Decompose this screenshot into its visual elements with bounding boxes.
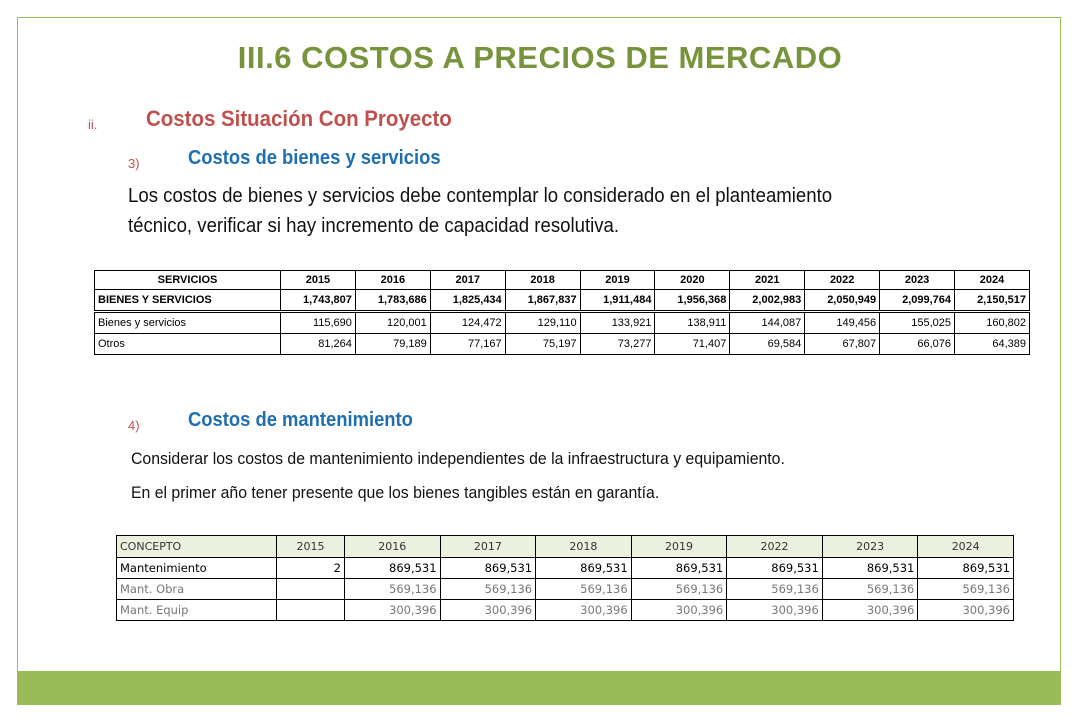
table-row — [95, 312, 1030, 334]
table-cell: 869,531 — [345, 558, 441, 579]
subsection-4-text-line1: Considerar los costos de mantenimiento independientes de la infraestructura y equipamiento. — [131, 449, 785, 468]
row-label: Mantenimiento — [117, 558, 277, 579]
table-cell: 300,396 — [631, 600, 727, 621]
header-cell: 2018 — [505, 271, 580, 290]
subsection-3-number: 3) — [128, 156, 140, 171]
header-cell: 2023 — [880, 271, 955, 290]
subsection-3-text-line1: Los costos de bienes y servicios debe contemplar lo considerado en el planteamiento — [128, 185, 833, 207]
header-cell: 2021 — [730, 271, 805, 290]
header-cell: 2018 — [536, 536, 632, 558]
table-cell: 79,189 — [355, 334, 430, 355]
header-cell: 2023 — [822, 536, 918, 558]
table-header-row — [117, 536, 1014, 558]
table-cell: 1,867,837 — [505, 290, 580, 312]
mantenimiento-table — [116, 535, 1014, 621]
header-cell: 2022 — [805, 271, 880, 290]
table-row — [117, 558, 1014, 579]
section-heading: Costos Situación Con Proyecto — [146, 106, 452, 131]
table-cell: 300,396 — [918, 600, 1014, 621]
table-row — [95, 334, 1030, 355]
table-cell: 300,396 — [536, 600, 632, 621]
subsection-3-text-line2: técnico, verificar si hay incremento de capacidad resolutiva. — [128, 215, 620, 237]
header-cell: 2016 — [355, 271, 430, 290]
footer-bar — [18, 671, 1061, 704]
header-cell: 2019 — [580, 271, 655, 290]
header-cell: 2024 — [918, 536, 1014, 558]
header-cell: 2017 — [440, 536, 536, 558]
table-cell: 300,396 — [822, 600, 918, 621]
table-row — [117, 600, 1014, 621]
table-cell: 160,802 — [955, 312, 1030, 334]
table-cell: 869,531 — [727, 558, 823, 579]
table-cell: 2,050,949 — [805, 290, 880, 312]
header-cell: 2015 — [281, 271, 356, 290]
table-cell: 869,531 — [536, 558, 632, 579]
table-cell: 67,807 — [805, 334, 880, 355]
header-cell: 2016 — [345, 536, 441, 558]
subsection-4-heading: Costos de mantenimiento — [188, 409, 413, 431]
table-cell: 569,136 — [536, 579, 632, 600]
table-cell — [277, 579, 345, 600]
table-cell: 64,389 — [955, 334, 1030, 355]
row-label: Mant. Equip — [117, 600, 277, 621]
subsection-4-text-line2: En el primer año tener presente que los bienes tangibles están en garantía. — [131, 483, 660, 502]
table-cell: 869,531 — [440, 558, 536, 579]
table-cell: 81,264 — [281, 334, 356, 355]
subsection-4-number: 4) — [128, 418, 140, 433]
table-cell: 138,911 — [655, 312, 730, 334]
table-cell: 569,136 — [631, 579, 727, 600]
table-cell: 144,087 — [730, 312, 805, 334]
row-label: Mant. Obra — [117, 579, 277, 600]
table-cell: 2 — [277, 558, 345, 579]
table-cell: 120,001 — [355, 312, 430, 334]
table-cell: 69,584 — [730, 334, 805, 355]
table-cell: 569,136 — [440, 579, 536, 600]
table-cell: 569,136 — [727, 579, 823, 600]
table-row — [117, 579, 1014, 600]
table-cell: 1,956,368 — [655, 290, 730, 312]
table-cell: 155,025 — [880, 312, 955, 334]
table-cell: 66,076 — [880, 334, 955, 355]
table-cell: 2,002,983 — [730, 290, 805, 312]
header-cell: CONCEPTO — [117, 536, 277, 558]
header-cell: 2020 — [655, 271, 730, 290]
bienes-servicios-table — [94, 270, 1030, 355]
table-cell: 75,197 — [505, 334, 580, 355]
header-cell: 2015 — [277, 536, 345, 558]
table-cell: 124,472 — [430, 312, 505, 334]
table-cell: 115,690 — [281, 312, 356, 334]
header-cell: 2017 — [430, 271, 505, 290]
row-label: Otros — [95, 334, 281, 355]
table-cell: 2,099,764 — [880, 290, 955, 312]
table-cell: 300,396 — [345, 600, 441, 621]
row-label: Bienes y servicios — [95, 312, 281, 334]
table-cell: 1,743,807 — [281, 290, 356, 312]
table-cell: 300,396 — [727, 600, 823, 621]
table-header-row — [95, 271, 1030, 290]
table-cell: 133,921 — [580, 312, 655, 334]
row-label: BIENES Y SERVICIOS — [95, 290, 281, 312]
header-cell: 2019 — [631, 536, 727, 558]
table-cell: 869,531 — [918, 558, 1014, 579]
table-row — [95, 290, 1030, 312]
subsection-3-heading: Costos de bienes y servicios — [188, 147, 441, 169]
table-cell: 2,150,517 — [955, 290, 1030, 312]
table-cell — [277, 600, 345, 621]
table-cell: 869,531 — [822, 558, 918, 579]
table-cell: 1,825,434 — [430, 290, 505, 312]
table-cell: 869,531 — [631, 558, 727, 579]
table-cell: 77,167 — [430, 334, 505, 355]
table-cell: 149,456 — [805, 312, 880, 334]
table-cell: 569,136 — [822, 579, 918, 600]
section-number: ii. — [88, 117, 98, 132]
table-cell: 1,911,484 — [580, 290, 655, 312]
slide-title: III.6 COSTOS A PRECIOS DE MERCADO — [237, 40, 843, 75]
table-cell: 569,136 — [345, 579, 441, 600]
table-cell: 300,396 — [440, 600, 536, 621]
header-cell: SERVICIOS — [95, 271, 281, 290]
table-cell: 1,783,686 — [355, 290, 430, 312]
table-cell: 73,277 — [580, 334, 655, 355]
table-cell: 569,136 — [918, 579, 1014, 600]
header-cell: 2024 — [955, 271, 1030, 290]
table-cell: 129,110 — [505, 312, 580, 334]
header-cell: 2022 — [727, 536, 823, 558]
table-cell: 71,407 — [655, 334, 730, 355]
